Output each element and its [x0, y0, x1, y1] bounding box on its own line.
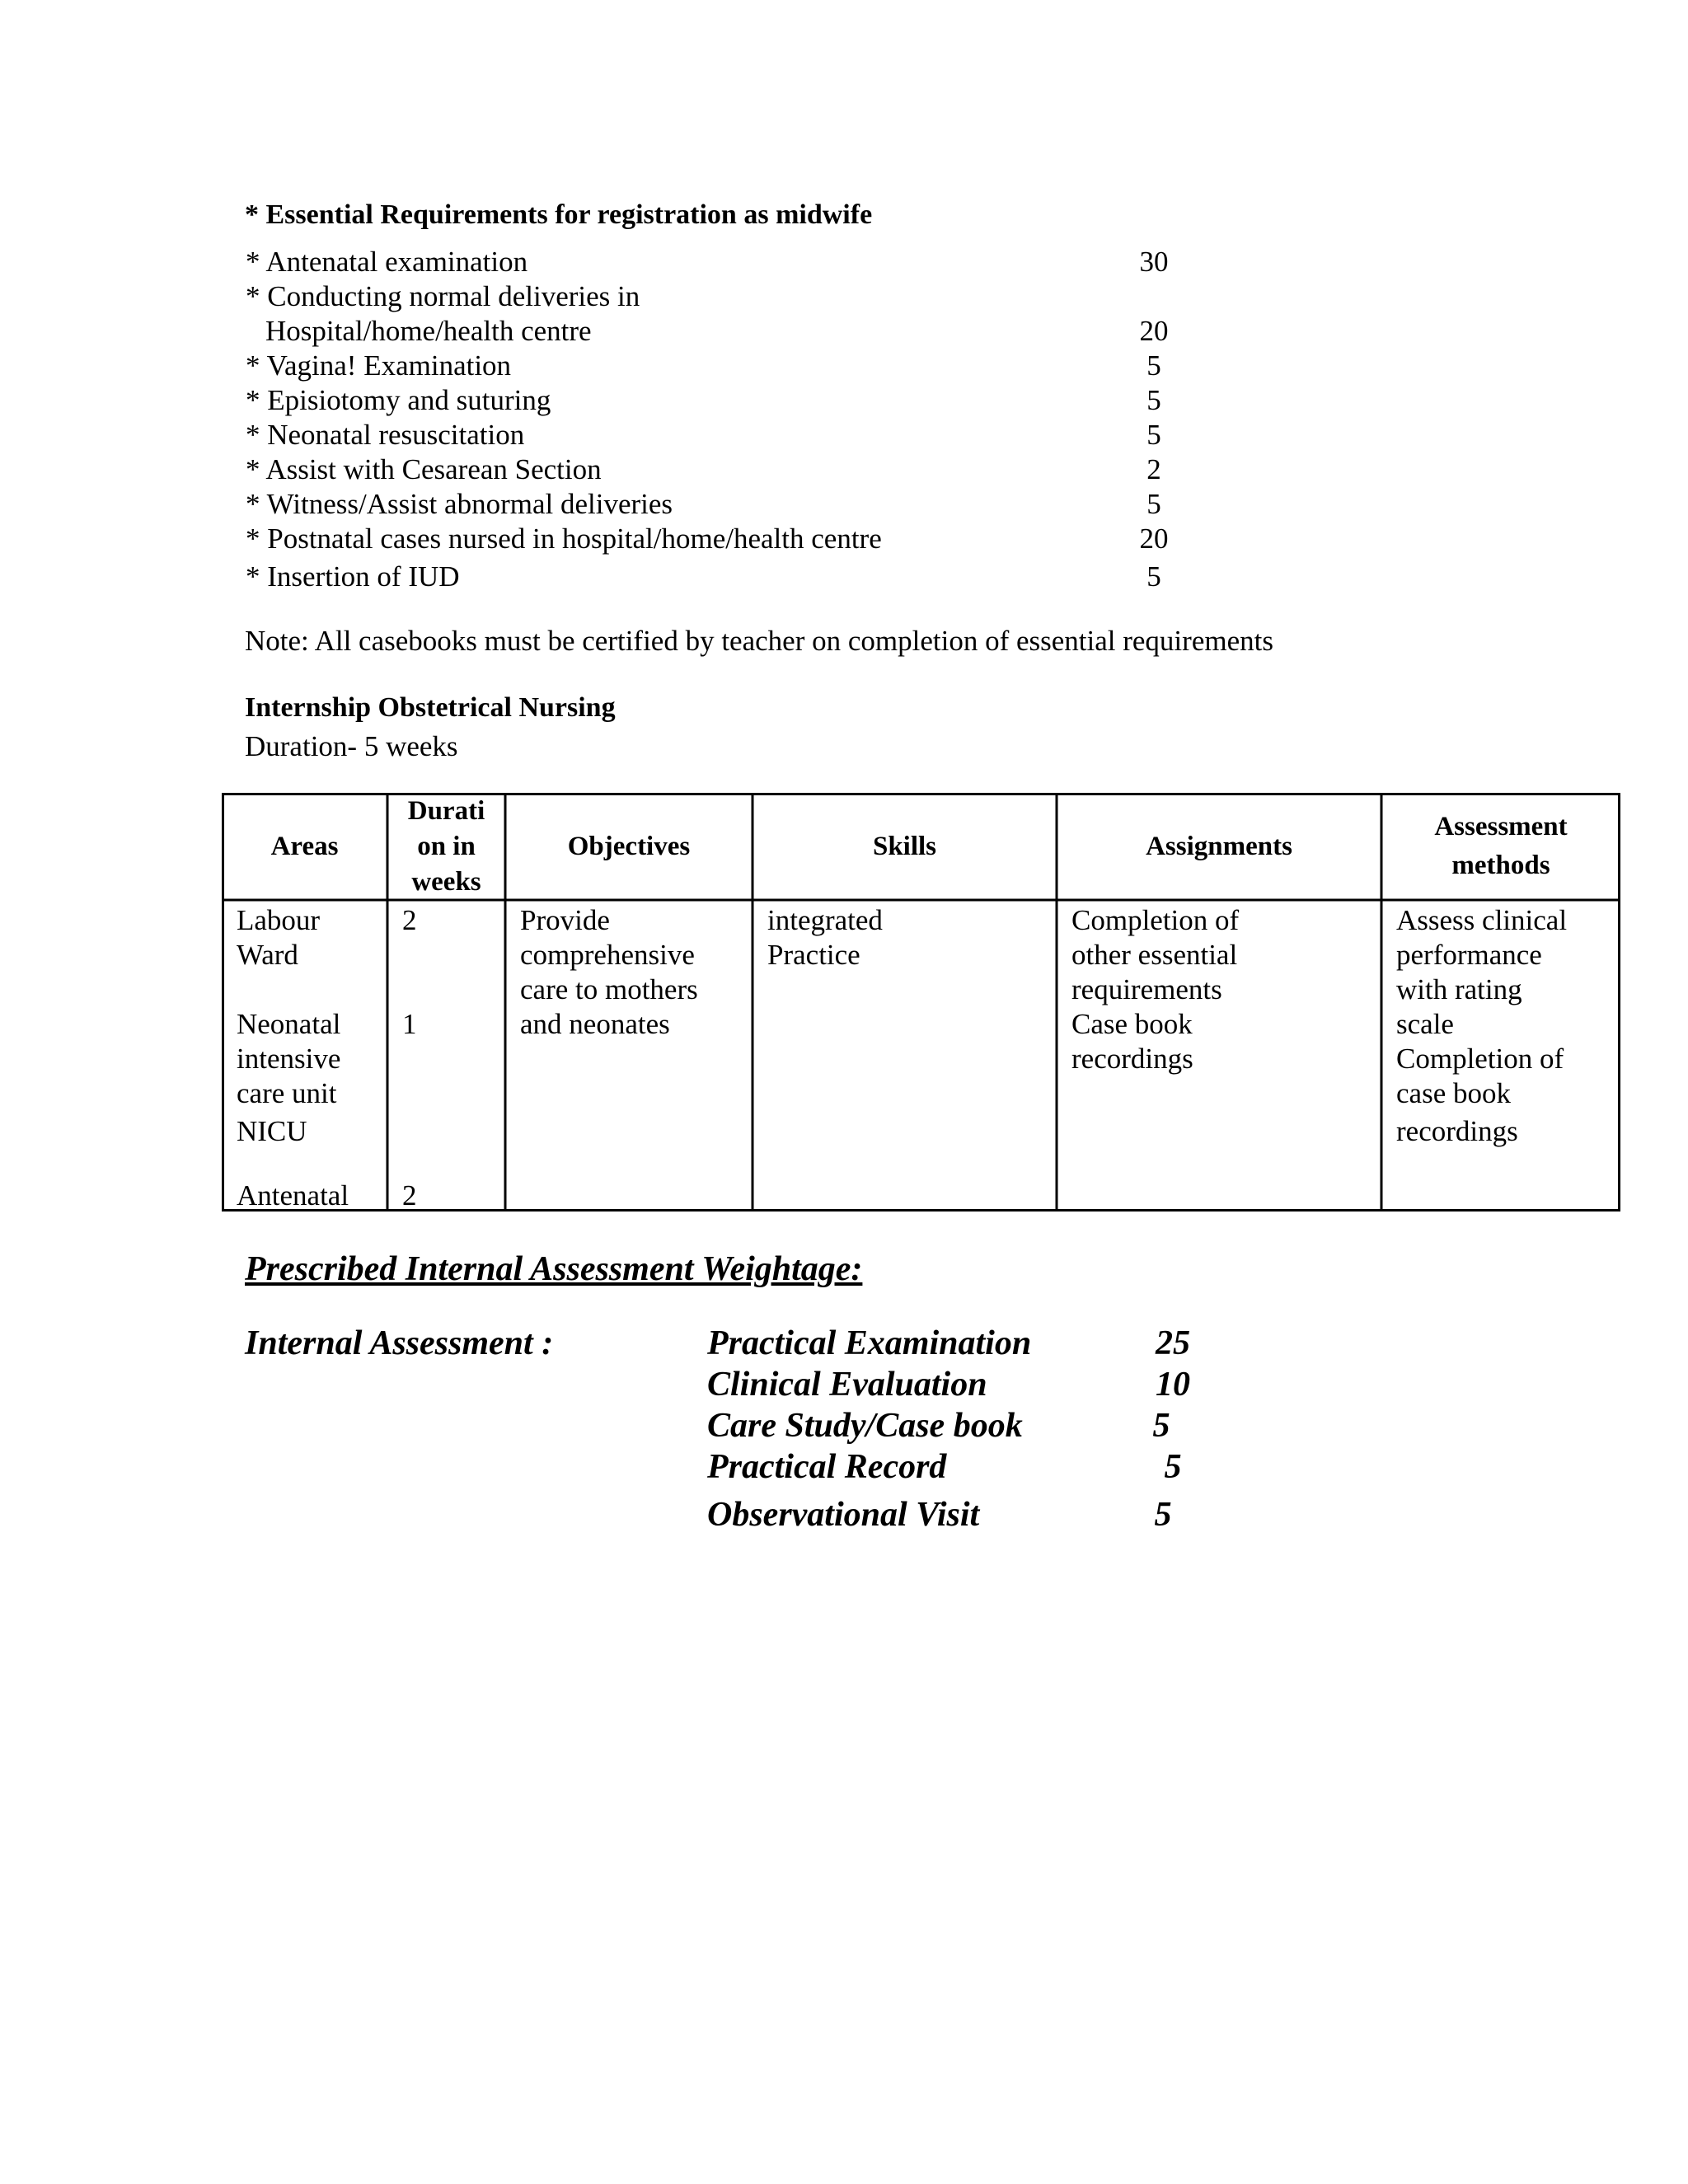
header-assessment-line2-text: methods: [1451, 851, 1550, 880]
header-skills-text: Skills: [872, 831, 937, 861]
internship-table-grid: [222, 793, 1620, 1212]
header-objectives-cell: [505, 793, 753, 900]
section-title-essential-requirements: * Essential Requirements for registration as midwife: [245, 199, 873, 230]
req-label: * Postnatal cases nursed in hospital/home/health centre: [246, 523, 882, 555]
section-title-internship: Internship Obstetrical Nursing: [245, 692, 616, 723]
req-label: * Vagina! Examination: [246, 349, 512, 382]
objective-line: comprehensive: [520, 939, 695, 971]
objectives-cell: [520, 903, 698, 1042]
header-duration-line2: on in: [417, 831, 476, 861]
req-count: 5: [1146, 488, 1161, 520]
weightage-item-points: 5: [1152, 1407, 1170, 1445]
area-text: Labour: [237, 904, 321, 936]
header-duration-line1: Durati: [407, 795, 485, 826]
note: Note: All casebooks must be certified by teacher on completion of essential requirements: [245, 625, 1273, 657]
weightage-item-points: 5: [1164, 1448, 1182, 1486]
internal-assessment-label: Internal Assessment :: [245, 1324, 554, 1362]
req-label: * Conducting normal deliveries in: [246, 280, 640, 312]
assignment-line: recordings: [1071, 1043, 1193, 1075]
header-assessment-line1-text: Assessment: [1434, 812, 1568, 841]
req-label: * Witness/Assist abnormal deliveries: [246, 488, 673, 520]
assessment-methods-cell: [1396, 903, 1567, 1149]
area-text: NICU: [237, 1115, 307, 1147]
duration-value: 2: [402, 904, 417, 936]
header-areas-cell: [222, 793, 387, 900]
weightage-item-name: Care Study/Case book: [707, 1407, 1023, 1445]
internship-duration: Duration- 5 weeks: [245, 730, 458, 762]
header-assessment-cell: [1381, 793, 1620, 900]
header-assignments-cell: [1057, 793, 1381, 900]
assessment-line: recordings: [1396, 1115, 1518, 1147]
header-areas-text: Areas: [270, 831, 339, 861]
area-text: care unit: [237, 1077, 337, 1109]
weightage-item-name: Clinical Evaluation: [707, 1366, 987, 1404]
weightage-item-name: Practical Examination: [707, 1324, 1032, 1362]
assessment-line: with rating: [1396, 973, 1522, 1005]
duration-value: 1: [402, 1008, 417, 1040]
weightage-item-points: 10: [1156, 1366, 1190, 1404]
duration-cell: [402, 903, 417, 1213]
req-label: * Episiotomy and suturing: [246, 384, 551, 416]
areas-cell: [237, 903, 349, 1213]
objective-line: and neonates: [520, 1008, 670, 1040]
req-count: 20: [1139, 523, 1169, 555]
req-label: * Neonatal resuscitation: [246, 419, 525, 451]
assessment-line: performance: [1396, 939, 1542, 971]
assessment-line: Assess clinical: [1396, 904, 1568, 936]
area-text: Antenatal: [237, 1179, 349, 1212]
assessment-line: case book: [1396, 1077, 1511, 1109]
req-count: 5: [1146, 560, 1161, 593]
weightage-item-points: 25: [1156, 1324, 1190, 1362]
req-count: 2: [1146, 453, 1161, 485]
assessment-line: Completion of: [1396, 1043, 1564, 1075]
weightage-item-name: Observational Visit: [707, 1496, 980, 1534]
objective-line: care to mothers: [520, 973, 698, 1005]
skill-line: Practice: [767, 939, 860, 971]
area-text: Neonatal: [237, 1008, 341, 1040]
req-count: 5: [1146, 349, 1161, 382]
req-label: * Antenatal examination: [246, 246, 528, 278]
assignments-cell: [1071, 903, 1239, 1076]
assignment-line: Completion of: [1071, 904, 1240, 936]
req-count: 5: [1146, 419, 1161, 451]
area-text: Ward: [237, 939, 298, 971]
skills-cell: [767, 903, 883, 972]
header-skills-cell: [753, 793, 1057, 900]
duration-value: 2: [402, 1179, 417, 1212]
assignment-line: requirements: [1071, 973, 1222, 1005]
header-assignments-text: Assignments: [1146, 831, 1292, 861]
weightage-item-name: Practical Record: [707, 1448, 947, 1486]
req-label: * Insertion of IUD: [246, 560, 460, 593]
assignment-line: Case book: [1071, 1008, 1193, 1040]
skill-line: integrated: [767, 904, 883, 936]
req-label: * Assist with Cesarean Section: [246, 453, 602, 485]
area-text: intensive: [237, 1043, 341, 1075]
objective-line: Provide: [520, 904, 610, 936]
req-count: 5: [1146, 384, 1161, 416]
req-label-continuation: Hospital/home/health centre: [265, 315, 592, 347]
weightage-item-points: 5: [1154, 1496, 1172, 1534]
req-count: 20: [1139, 315, 1169, 347]
header-duration-cell: [387, 793, 505, 900]
req-count: 30: [1139, 246, 1169, 278]
weightage-title: Prescribed Internal Assessment Weightage:: [245, 1250, 863, 1288]
assessment-line: scale: [1396, 1008, 1454, 1040]
assignment-line: other essential: [1071, 939, 1238, 971]
header-objectives-text: Objectives: [567, 831, 691, 861]
header-duration-line3: weeks: [411, 866, 481, 897]
